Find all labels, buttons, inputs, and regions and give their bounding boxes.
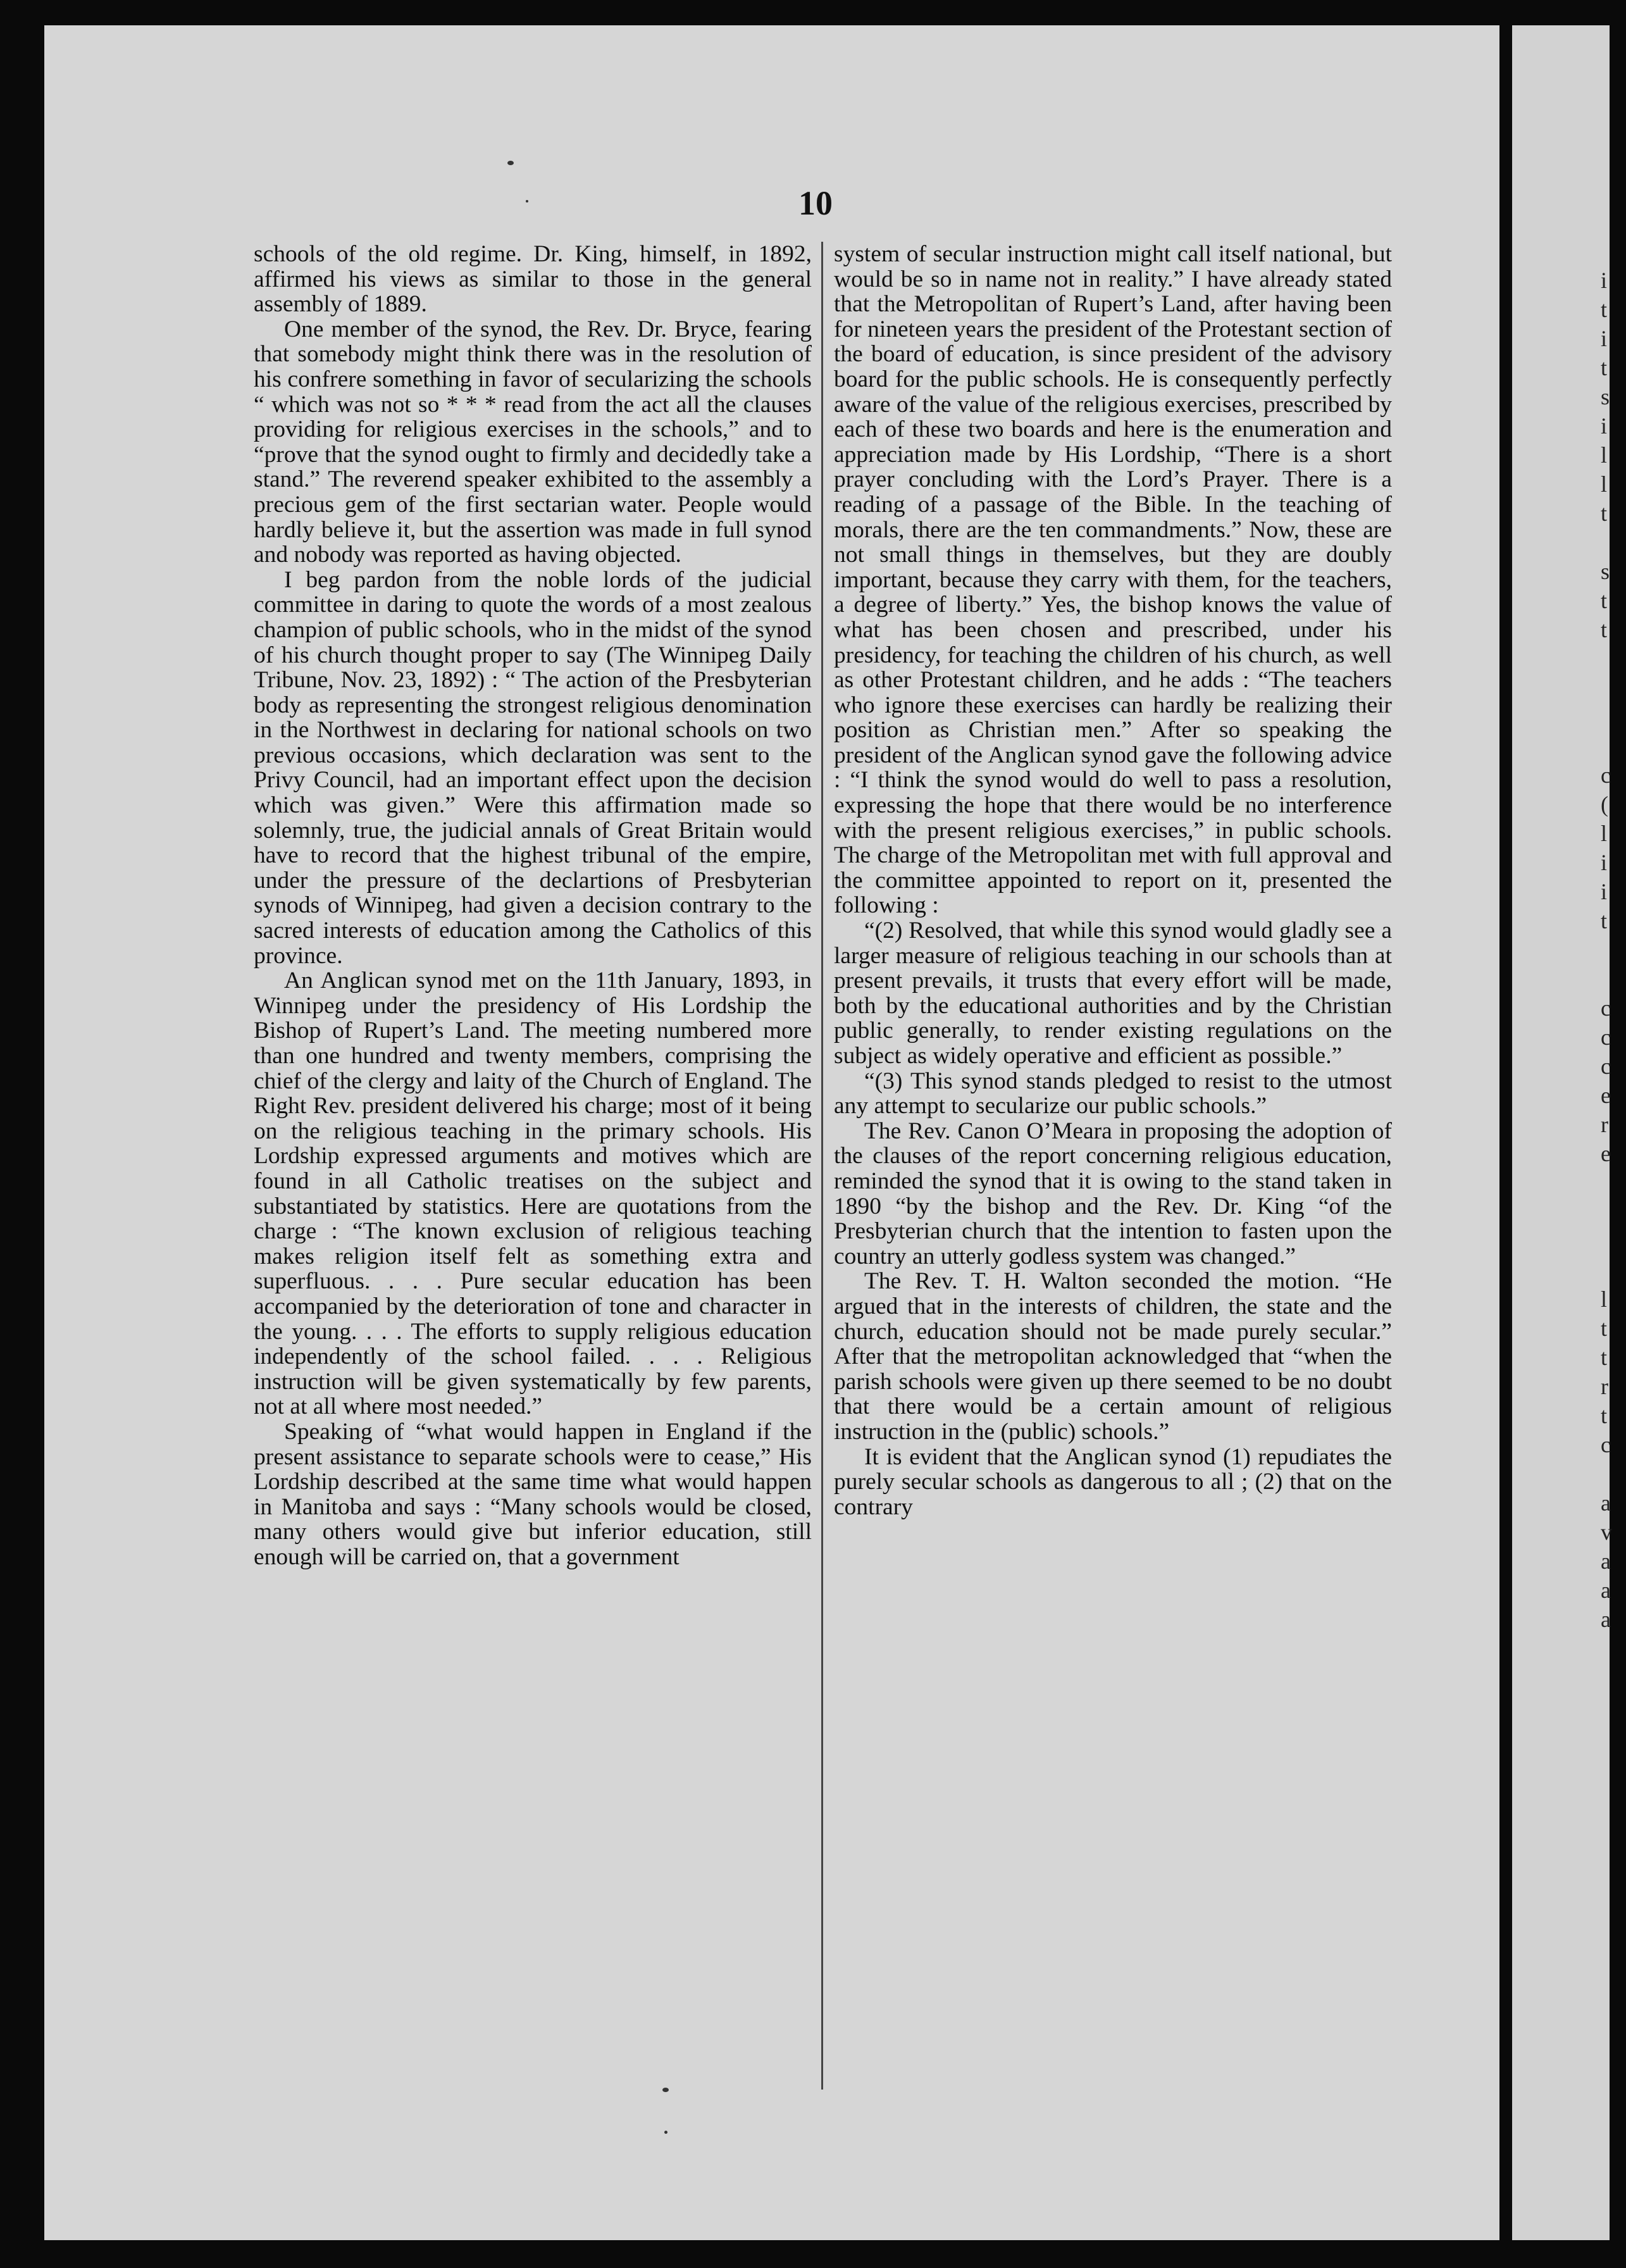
paragraph: The Rev. Canon O’Meara in proposing the adoption of the clauses of the report concerning religious education, reminded the synod that it is owing to the stand taken in 1890 “by the bishop and the Rev. Dr. King “of the Presbyterian church that the intention to fasten upon the country an utterly godless system was changed.” xyxy=(834,1118,1392,1269)
paragraph: I beg pardon from the noble lords of the judicial committee in daring to quote the words of a most zealous champion of public schools, who in the midst of the synod of his church thought proper to say (The Winnipeg Daily Tribune, Nov. 23, 1892) : “ The action of the Presbyterian body as representing the strongest religious denomination in the Northwest in declaring for national schools on two previous occasions, which declaration was sent to the Privy Council, had an important effect upon the decision which was given.” Were this affirmation made so solemnly, true, the judicial annals of Great Britain would have to record that the highest tribunal of the empire, under the pressure of the declartions of Presbyterian synods of Winnipeg, had given a decision contrary to the sacred interests of education among the Catholics of this province. xyxy=(254,566,812,969)
adjacent-page-edge: i t i t s i l l t s t t c ( l i i t c c c e r e l t t r t c a v a a a xyxy=(1512,25,1610,2240)
paragraph: An Anglican synod met on the 11th January, 1893, in Winnipeg under the presidency of His Lordship the Bishop of Rupert’s Land. The meeting numbered more than one hundred and twenty members, comprising the chief of the clergy and laity of the Church of England. The Right Rev. president delivered his charge; most of it being on the religious teaching in the primary schools. His Lordship expressed arguments and motives which are found in all Catholic treatises on the subject and substantiated by statistics. Here are quotations from the charge : “The known exclusion of religious teaching makes religion itself felt as something extra and superfluous. . . . Pure secular education has been accompanied by the deterioration of tone and character in the young. . . . The efforts to supply religious education independently of the school failed. . . . Religious instruction will be given systematically by few parents, not at all where most needed.” xyxy=(254,968,812,1420)
paragraph: One member of the synod, the Rev. Dr. Bryce, fearing that somebody might think there was in the resolution of his confrere something in favor of secularizing the schools “ which was not so * * * read from the act all the clauses providing for religious exercises in the schools,” and to “prove that the synod ought to firmly and decidedly take a stand.” The reverend speaker exhibited to the assembly a precious gem of the first sectarian water. People would hardly believe it, but the assertion was made in full synod and nobody was reported as having objected. xyxy=(254,316,812,568)
paragraph: The Rev. T. H. Walton seconded the motion. “He argued that in the interests of children, the state and the church, education should not be made purely secular.” After that the metropolitan acknowledged that “when the parish schools were given up there seemed to be no doubt that there would be a certain amount of religious instruction in the (public) schools.” xyxy=(834,1268,1392,1445)
paragraph: “(3) This synod stands pledged to resist to the utmost any attempt to secularize our public schools.” xyxy=(834,1068,1392,1119)
printers-mark xyxy=(507,161,514,165)
paragraph: “(2) Resolved, that while this synod would gladly see a larger measure of religious teaching in our schools than at present prevails, it trusts that every effort will be made, both by the educational authorities and by the Christian public generally, to render existing regulations on the subject as widely operative and efficient as possible.” xyxy=(834,918,1392,1069)
page-speck xyxy=(664,2131,667,2134)
column-divider xyxy=(821,242,823,2090)
paragraph: system of secular instruction might call itself national, but would be so in name not in reality.” I have already stated that the Metropolitan of Rupert’s Land, after having been for nineteen years the president of the Protestant section of the board of education, is since president of the advisory board for the public schools. He is consequently perfectly aware of the value of the religious exercises, prescribed by each of these two boards and here is the enumeration and appreciation made by His Lordship, “There is a short prayer concluding with the Lord’s Prayer. There is a reading of a passage of the Bible. In the teaching of morals, there are the ten commandments.” Now, these are not small things in themselves, but they are doubly important, because they carry with them, for the teachers, a degree of liberty.” Yes, the bishop knows the value of what has been chosen and prescribed, under his presidency, for teaching the children of his church, as well as other Protestant children, and he adds : “The teachers who ignore these exercises can hardly be realizing their position as Christian men.” After so speaking the president of the Anglican synod gave the following advice : “I think the synod would do well to pass a resolution, expressing the hope that there would be no interference with the present religious exercises,” in public schools. The charge of the Metropolitan met with full approval and the committee appointed to report on it, presented the following : xyxy=(834,241,1393,919)
paragraph: Speaking of “what would happen in England if the present assistance to separate schools were to cease,” His Lordship described at the same time what would happen in Manitoba and says : “Many schools would be closed, many others would give but inferior education, still enough will be carried on, that a government xyxy=(254,1418,812,1570)
right-text-column xyxy=(834,242,1392,2115)
page-number: 10 xyxy=(798,184,833,222)
paragraph: schools of the old regime. Dr. King, himself, in 1892, affirmed his views as similar to those in the general assembly of 1889. xyxy=(254,241,812,318)
paragraph: It is evident that the Anglican synod (1) repudiates the purely secular schools as dangerous to all ; (2) that on the contrary xyxy=(834,1443,1392,1520)
left-text-column xyxy=(254,242,812,2115)
page-speck xyxy=(526,200,528,202)
